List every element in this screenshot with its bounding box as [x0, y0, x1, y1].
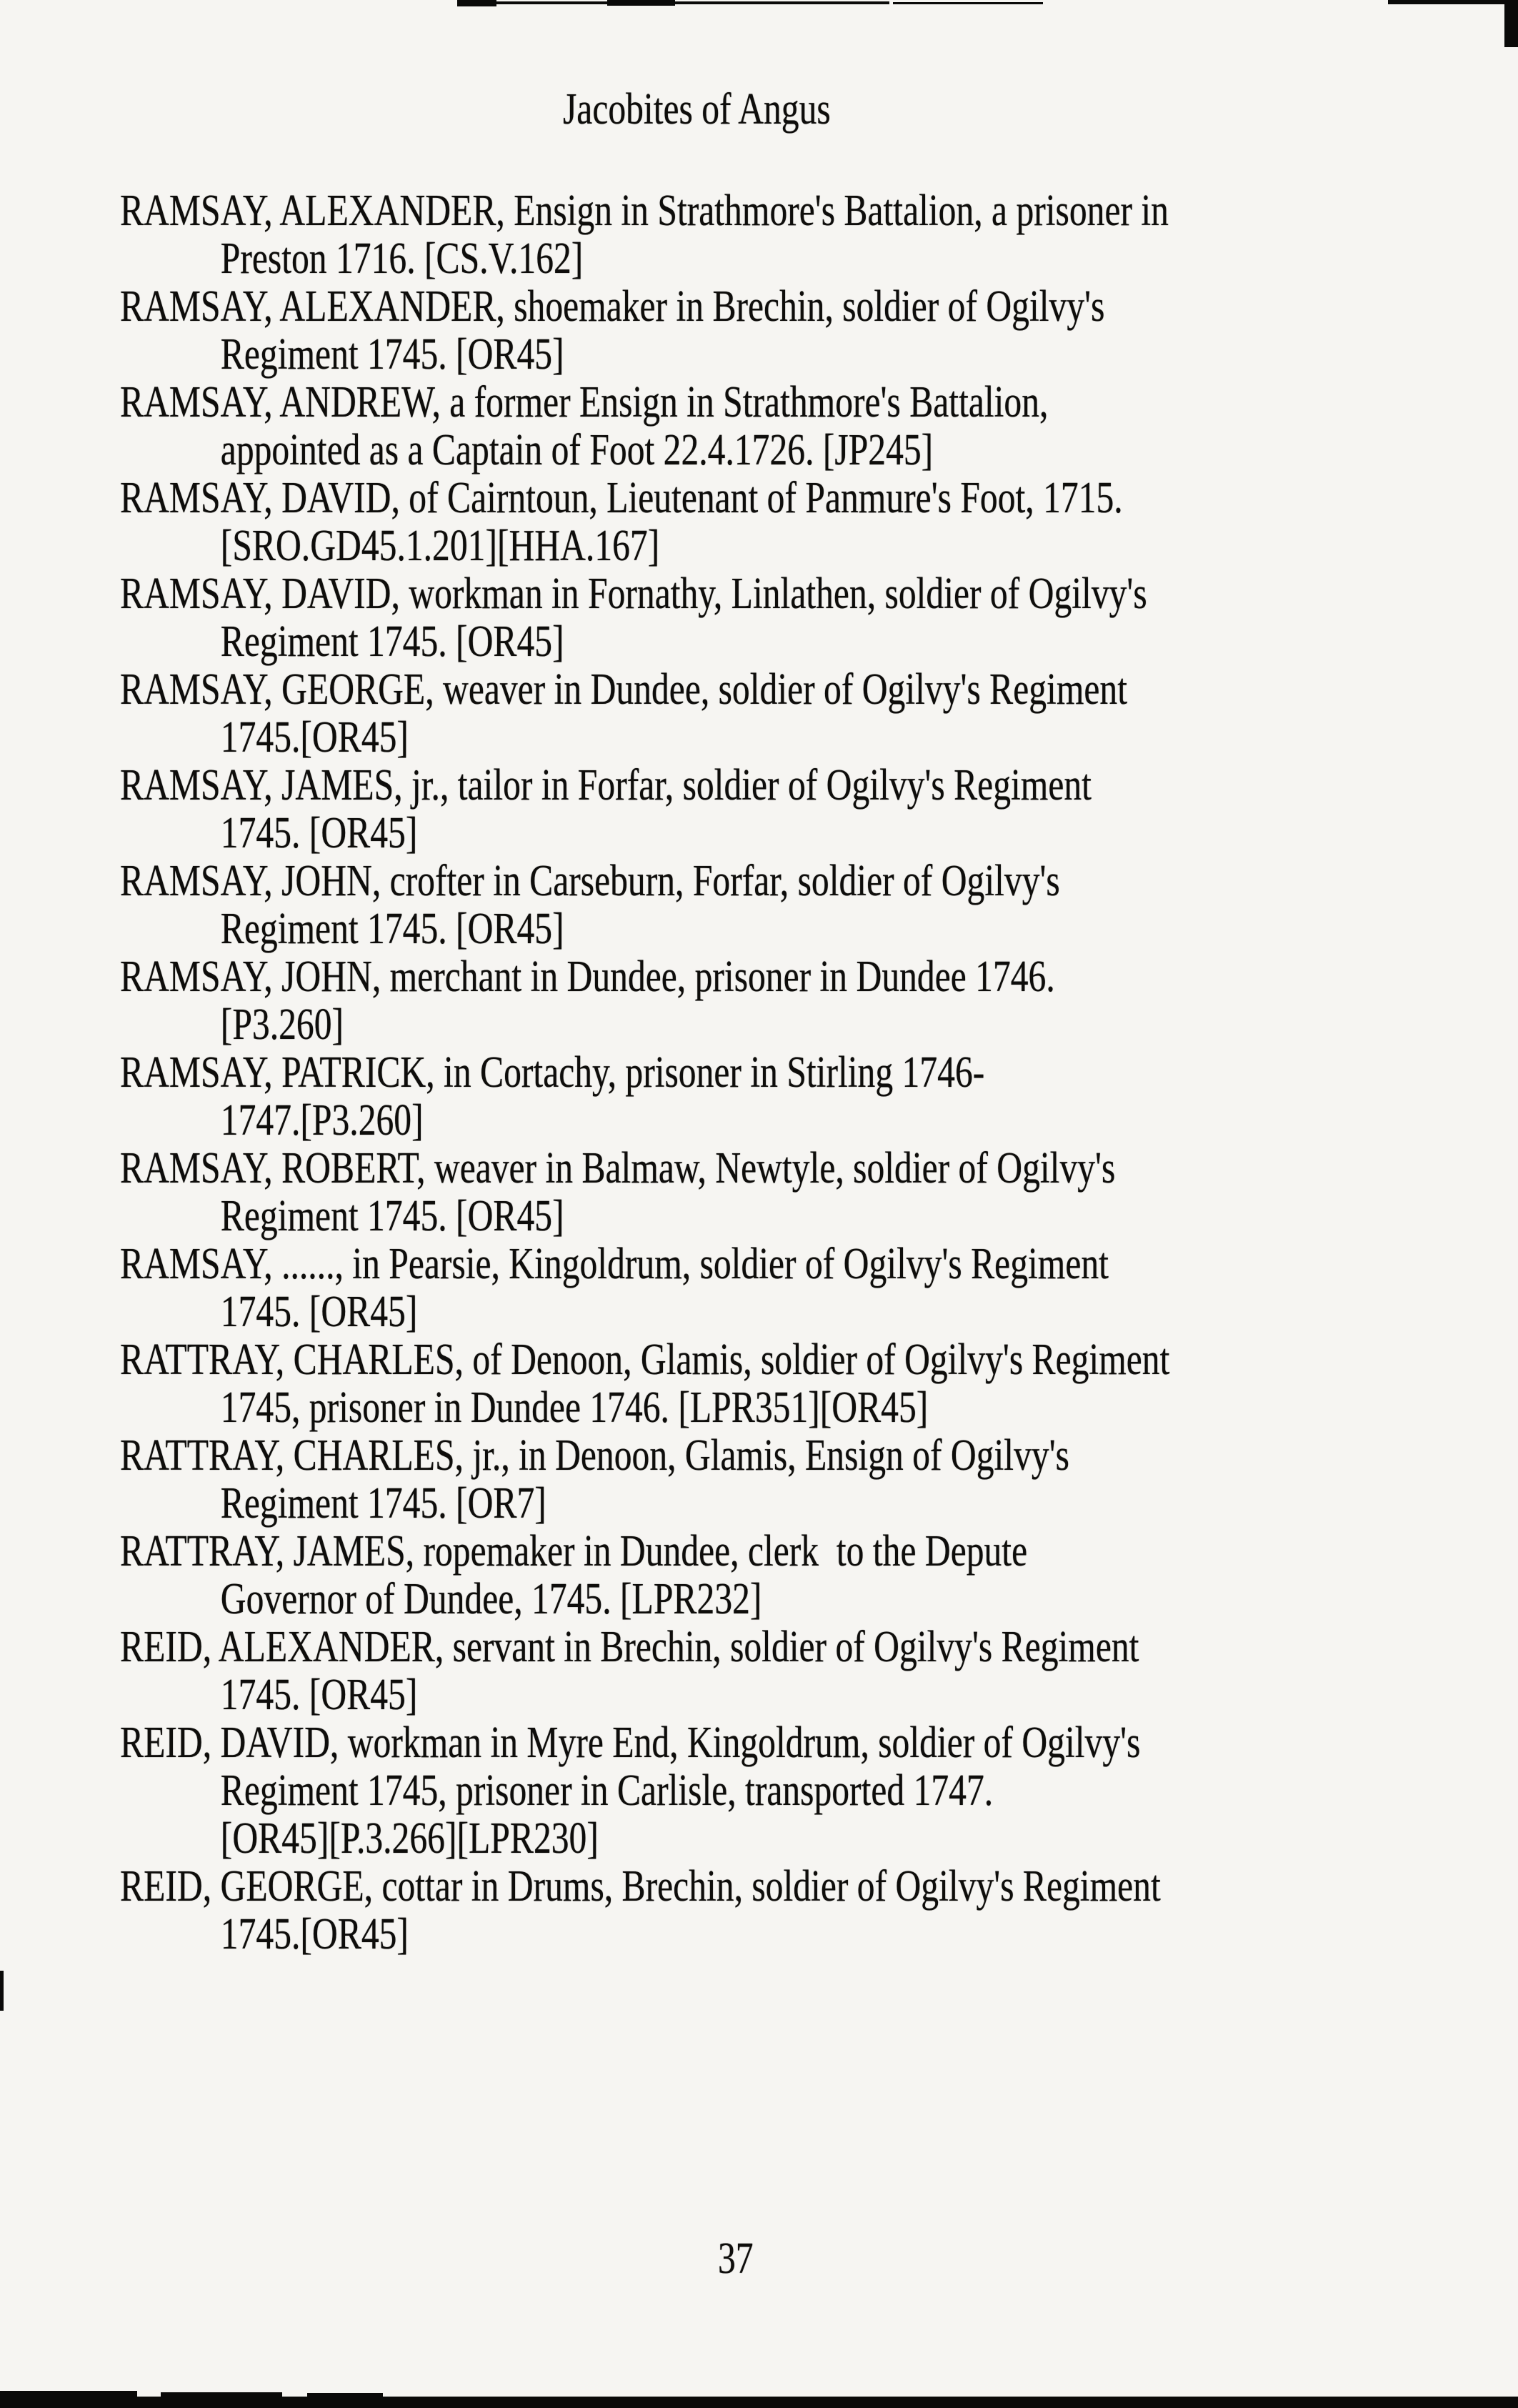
entry-continuation-line: 1745. [OR45]: [220, 1288, 418, 1336]
entry-continuation-line: 1745, prisoner in Dundee 1746. [LPR351][OR45]: [220, 1383, 929, 1432]
entry-first-line: RAMSAY, DAVID, workman in Fornathy, Linlathen, soldier of Ogilvy's: [120, 569, 1147, 618]
entry-continuation-line: 1747.[P3.260]: [220, 1096, 424, 1145]
entry-continuation-line: 1745. [OR45]: [220, 1671, 418, 1719]
entry-continuation-line: appointed as a Captain of Foot 22.4.1726. [JP245]: [220, 426, 934, 474]
entry-continuation-line: Regiment 1745. [OR45]: [220, 617, 564, 666]
entry-first-line: RATTRAY, CHARLES, jr., in Denoon, Glamis, Ensign of Ogilvy's: [120, 1431, 1069, 1480]
entry-first-line: REID, ALEXANDER, servant in Brechin, soldier of Ogilvy's Regiment: [120, 1623, 1139, 1671]
entry-continuation-line: [P3.260]: [220, 1000, 344, 1049]
entry-first-line: REID, DAVID, workman in Myre End, Kingoldrum, soldier of Ogilvy's: [120, 1718, 1141, 1767]
scan-artifact-left-tick: [0, 1971, 4, 2011]
entry-first-line: RAMSAY, DAVID, of Cairntoun, Lieutenant of Panmure's Foot, 1715.: [120, 474, 1123, 522]
page-number: 37: [718, 2234, 754, 2283]
entry-continuation-line: Regiment 1745. [OR45]: [220, 905, 564, 953]
entry: [120, 283, 1432, 379]
entry: [120, 1623, 1432, 1719]
entry-continuation-line: Regiment 1745. [OR45]: [220, 330, 564, 379]
entry: [120, 1145, 1432, 1240]
entry-first-line: RATTRAY, CHARLES, of Denoon, Glamis, soldier of Ogilvy's Regiment: [120, 1335, 1170, 1384]
entry: [120, 1336, 1432, 1432]
entry-continuation-line: Governor of Dundee, 1745. [LPR232]: [220, 1575, 762, 1623]
entry-continuation-line: Regiment 1745. [OR45]: [220, 1192, 564, 1240]
scan-artifact-bottom-bar: [0, 2397, 1518, 2408]
entry-first-line: RAMSAY, ......, in Pearsie, Kingoldrum, soldier of Ogilvy's Regiment: [120, 1240, 1109, 1288]
entry-continuation-line: Regiment 1745. [OR7]: [220, 1479, 546, 1528]
entry-first-line: RAMSAY, JOHN, crofter in Carseburn, Forfar, soldier of Ogilvy's: [120, 857, 1060, 905]
entry-first-line: RAMSAY, JOHN, merchant in Dundee, prisoner in Dundee 1746.: [120, 952, 1055, 1001]
scan-artifact-top-blob-1: [457, 0, 496, 6]
entry: [120, 1049, 1432, 1145]
entry-continuation-line: [OR45][P.3.266][LPR230]: [220, 1814, 599, 1863]
entry: [120, 570, 1432, 666]
entry: [120, 857, 1432, 953]
entry-continuation-line: 1745.[OR45]: [220, 713, 409, 762]
entry-first-line: RAMSAY, ALEXANDER, Ensign in Strathmore's Battalion, a prisoner in: [120, 186, 1169, 235]
entry: [120, 1432, 1432, 1528]
entry-continuation-line: 1745.[OR45]: [220, 1910, 409, 1959]
entry-first-line: RAMSAY, PATRICK, in Cortachy, prisoner in Stirling 1746-: [120, 1048, 985, 1097]
entry: [120, 953, 1432, 1049]
entry: [120, 1528, 1432, 1623]
entry: [120, 474, 1432, 570]
scan-artifact-top-line-3: [1388, 0, 1504, 4]
entry-continuation-line: 1745. [OR45]: [220, 809, 418, 857]
entry: [120, 1240, 1432, 1336]
entry: [120, 666, 1432, 762]
entry-first-line: RAMSAY, ANDREW, a former Ensign in Strathmore's Battalion,: [120, 378, 1049, 427]
scan-artifact-top-blob-2: [607, 0, 675, 6]
entry-first-line: RAMSAY, JAMES, jr., tailor in Forfar, soldier of Ogilvy's Regiment: [120, 761, 1092, 810]
entry-first-line: RAMSAY, ROBERT, weaver in Balmaw, Newtyle, soldier of Ogilvy's: [120, 1144, 1116, 1193]
entry-first-line: REID, GEORGE, cottar in Drums, Brechin, soldier of Ogilvy's Regiment: [120, 1862, 1161, 1911]
entry-first-line: RATTRAY, JAMES, ropemaker in Dundee, clerk to the Depute: [120, 1527, 1028, 1576]
entry: [120, 762, 1432, 857]
entry-continuation-line: [SRO.GD45.1.201][HHA.167]: [220, 522, 660, 570]
entry: [120, 187, 1432, 283]
entry-first-line: RAMSAY, GEORGE, weaver in Dundee, soldier of Ogilvy's Regiment: [120, 665, 1128, 714]
scan-artifact-top-line-2: [893, 2, 1043, 4]
entry-continuation-line: Regiment 1745, prisoner in Carlisle, transported 1747.: [220, 1766, 994, 1815]
entry: [120, 1863, 1432, 1959]
page-title: Jacobites of Angus: [563, 85, 831, 134]
entry-first-line: RAMSAY, ALEXANDER, shoemaker in Brechin, soldier of Ogilvy's: [120, 282, 1105, 331]
entry-list: [120, 187, 1432, 1959]
entry: [120, 1719, 1432, 1863]
scan-artifact-top-right-corner: [1504, 0, 1518, 47]
scan-artifact-top-line-1: [496, 1, 889, 4]
entry-continuation-line: Preston 1716. [CS.V.162]: [220, 234, 584, 283]
entry: [120, 379, 1432, 474]
